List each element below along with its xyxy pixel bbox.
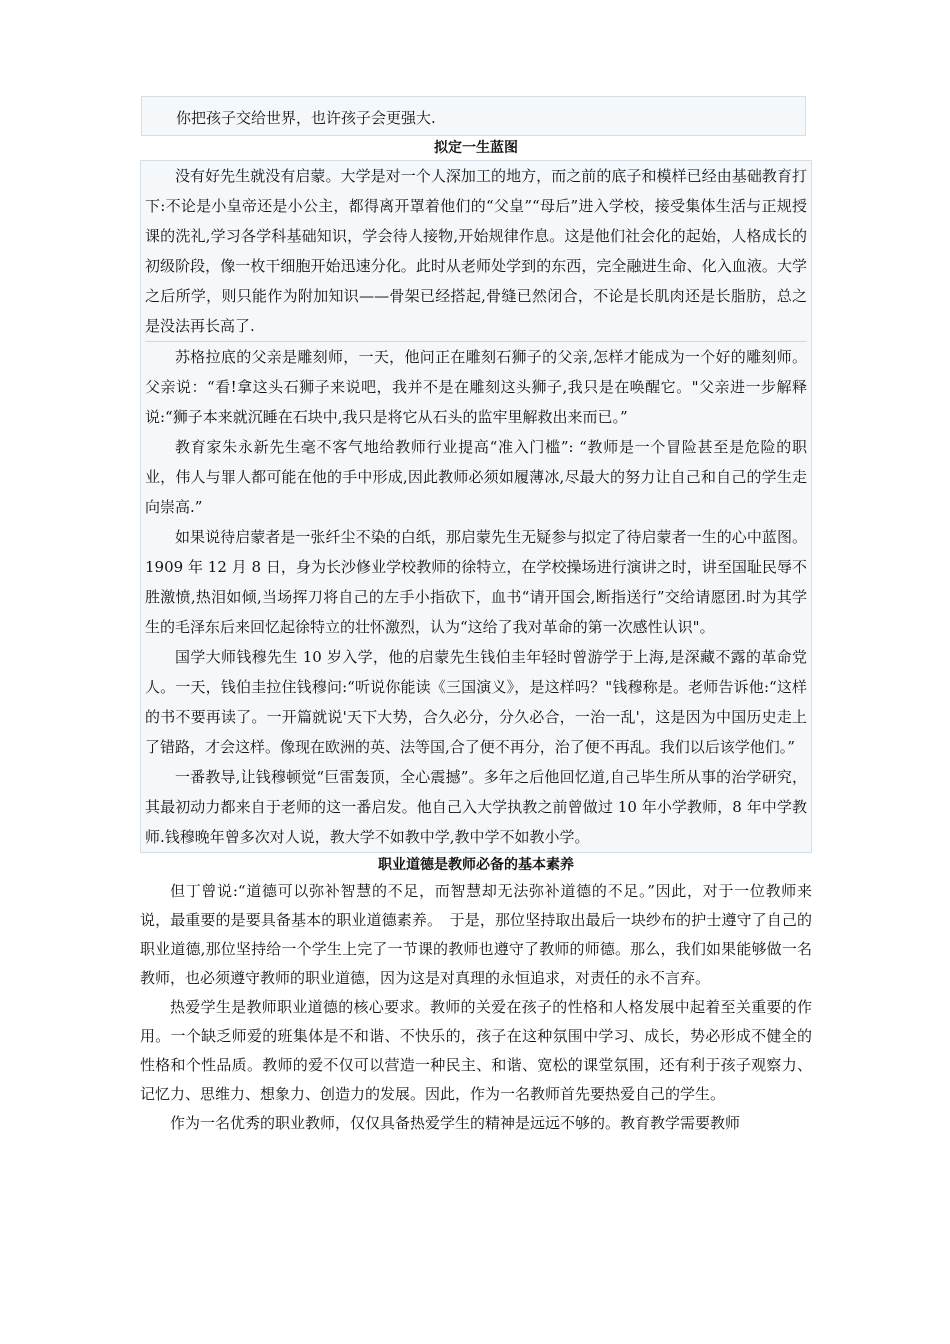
section-title-ethics: 职业道德是教师必备的基本素养	[378, 857, 574, 873]
paragraph: 苏格拉底的父亲是雕刻师，一天，他问正在雕刻石狮子的父亲,怎样才能成为一个好的雕刻师。父亲说：“看!拿这头石狮子来说吧，我并不是在雕刻这头狮子,我只是在唤醒它。"父亲进一步解释说:“狮子本来就沉睡在石块中,我只是将它从石头的监牢里解救出来而已。”	[145, 348, 807, 426]
paragraph: 作为一名优秀的职业教师，仅仅具备热爱学生的精神是远远不够的。教育教学需要教师	[170, 1114, 741, 1132]
paragraph: 你把孩子交给世界，也许孩子会更强大.	[176, 109, 436, 127]
paragraph: 但丁曾说:“道德可以弥补智慧的不足，而智慧却无法弥补道德的不足。”因此，对于一位教师来说，最重要的是要具备基本的职业道德素养。 于是，那位坚持取出最后一块纱布的护士遵守了自己的职业道德,那位坚持给一个学生上完了一节课的教师也遵守了教师的师德。那么，我们如果能够做一名教师，也必须遵守教师的职业道德，因为这是对真理的永恒追求，对责任的永不言弃。	[140, 882, 812, 987]
quote-box-main	[140, 160, 812, 853]
quote-box-top	[141, 96, 806, 136]
ethics-body	[140, 877, 812, 1138]
paragraph: 如果说待启蒙者是一张纤尘不染的白纸，那启蒙先生无疑参与拟定了待启蒙者一生的心中蓝图。1909 年 12 月 8 日，身为长沙修业学校教师的徐特立，在学校操场进行演讲之时，讲至国耻民辱不胜激愤,热泪如倾,当场挥刀将自己的左手小指砍下，血书“请开国会,断指送行”交给请愿团.时为其学生的毛泽东后来回忆起徐特立的壮怀激烈，认为“这给了我对革命的第一次感性认识"。	[145, 528, 807, 636]
paragraph: 教育家朱永新先生毫不客气地给教师行业提高“准入门槛”: “教师是一个冒险甚至是危险的职业，伟人与罪人都可能在他的手中形成,因此教师必须如履薄冰,尽最大的努力让自己和自己的学生走向崇高.”	[145, 438, 807, 516]
paragraph: 一番教导,让钱穆顿觉“巨雷轰顶，全心震撼”。多年之后他回忆道,自己毕生所从事的治学研究，其最初动力都来自于老师的这一番启发。他自己入大学执教之前曾做过 10 年小学教师，8 年中学教师.钱穆晚年曾多次对人说，教大学不如教中学,教中学不如教小学。	[145, 768, 807, 846]
document-page	[140, 96, 812, 1138]
paragraph: 热爱学生是教师职业道德的核心要求。教师的关爱在孩子的性格和人格发展中起着至关重要的作用。一个缺乏师爱的班集体是不和谐、不快乐的，孩子在这种氛围中学习、成长，势必形成不健全的性格和个性品质。教师的爱不仅可以营造一种民主、和谐、宽松的课堂氛围，还有利于孩子观察力、记忆力、思维力、想象力、创造力的发展。因此，作为一名教师首先要热爱自己的学生。	[140, 998, 812, 1103]
paragraph: 国学大师钱穆先生 10 岁入学，他的启蒙先生钱伯圭年轻时曾游学于上海,是深藏不露的革命党人。一天，钱伯圭拉住钱穆问:“听说你能读《三国演义》，是这样吗？"钱穆称是。老师告诉他:“这样的书不要再读了。一开篇就说'天下大势，合久必分，分久必合，一治一乱'，这是因为中国历史走上了错路，才会这样。像现在欧洲的英、法等国,合了便不再分，治了便不再乱。我们以后该学他们。”	[145, 648, 807, 756]
section-title-blueprint: 拟定一生蓝图	[434, 140, 518, 156]
paragraph: 没有好先生就没有启蒙。大学是对一个人深加工的地方，而之前的底子和模样已经由基础教育打下:不论是小皇帝还是小公主，都得离开罩着他们的“父皇”“母后”进入学校，接受集体生活与正规授课的洗礼,学习各学科基础知识，学会待人接物,开始规律作息。这是他们社会化的起始，人格成长的初级阶段，像一枚干细胞开始迅速分化。此时从老师处学到的东西，完全融进生命、化入血液。大学之后所学，则只能作为附加知识——骨架已经搭起,骨缝已然闭合，不论是长肌肉还是长脂肪，总之是没法再长高了.	[145, 161, 807, 342]
